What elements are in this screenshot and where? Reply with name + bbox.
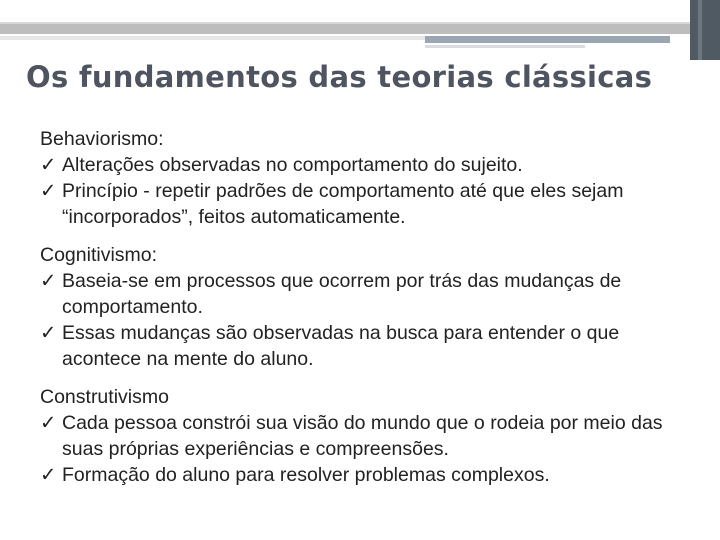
- section-heading: Behaviorismo:: [40, 128, 164, 150]
- checkmark-icon: ✓: [40, 464, 57, 486]
- checkmark-icon: ✓: [40, 412, 57, 434]
- list-item: [40, 410, 700, 462]
- decorative-header-bar: [0, 22, 690, 34]
- section-construtivismo: [40, 384, 700, 488]
- checkmark-icon: ✓: [40, 180, 57, 202]
- slide-title: Os fundamentos das teorias clássicas: [26, 60, 653, 94]
- checkmark-icon: ✓: [40, 322, 57, 344]
- list-item-text: Princípio - repetir padrões de comportamento até que eles sejam “incorporados”, feitos automaticamente.: [62, 180, 624, 228]
- list-item: [40, 152, 700, 178]
- section-heading: Construtivismo: [40, 386, 169, 408]
- checkmark-icon: ✓: [40, 154, 57, 176]
- list-item-text: Formação do aluno para resolver problemas complexos.: [62, 464, 550, 486]
- list-item-text: Alterações observadas no comportamento do sujeito.: [62, 154, 523, 176]
- list-item: [40, 462, 700, 488]
- list-item-text: Baseia-se em processos que ocorrem por trás das mudanças de comportamento.: [62, 270, 622, 318]
- list-item-text: Essas mudanças são observadas na busca para entender o que acontece na mente do aluno.: [62, 322, 620, 370]
- slide-body: [40, 126, 700, 500]
- list-item: [40, 178, 700, 230]
- section-behaviorismo: [40, 126, 700, 230]
- slide-top-band: [0, 0, 720, 22]
- list-item: [40, 320, 700, 372]
- list-item: [40, 268, 700, 320]
- decorative-accent-line: [425, 45, 585, 48]
- list-item-text: Cada pessoa constrói sua visão do mundo que o rodeia por meio das suas próprias experiências e compreensões.: [62, 412, 663, 460]
- decorative-corner-bar: [690, 0, 720, 60]
- decorative-accent-bar: [425, 36, 670, 43]
- checkmark-icon: ✓: [40, 270, 57, 292]
- section-cognitivismo: [40, 242, 700, 372]
- section-heading: Cognitivismo:: [40, 244, 158, 266]
